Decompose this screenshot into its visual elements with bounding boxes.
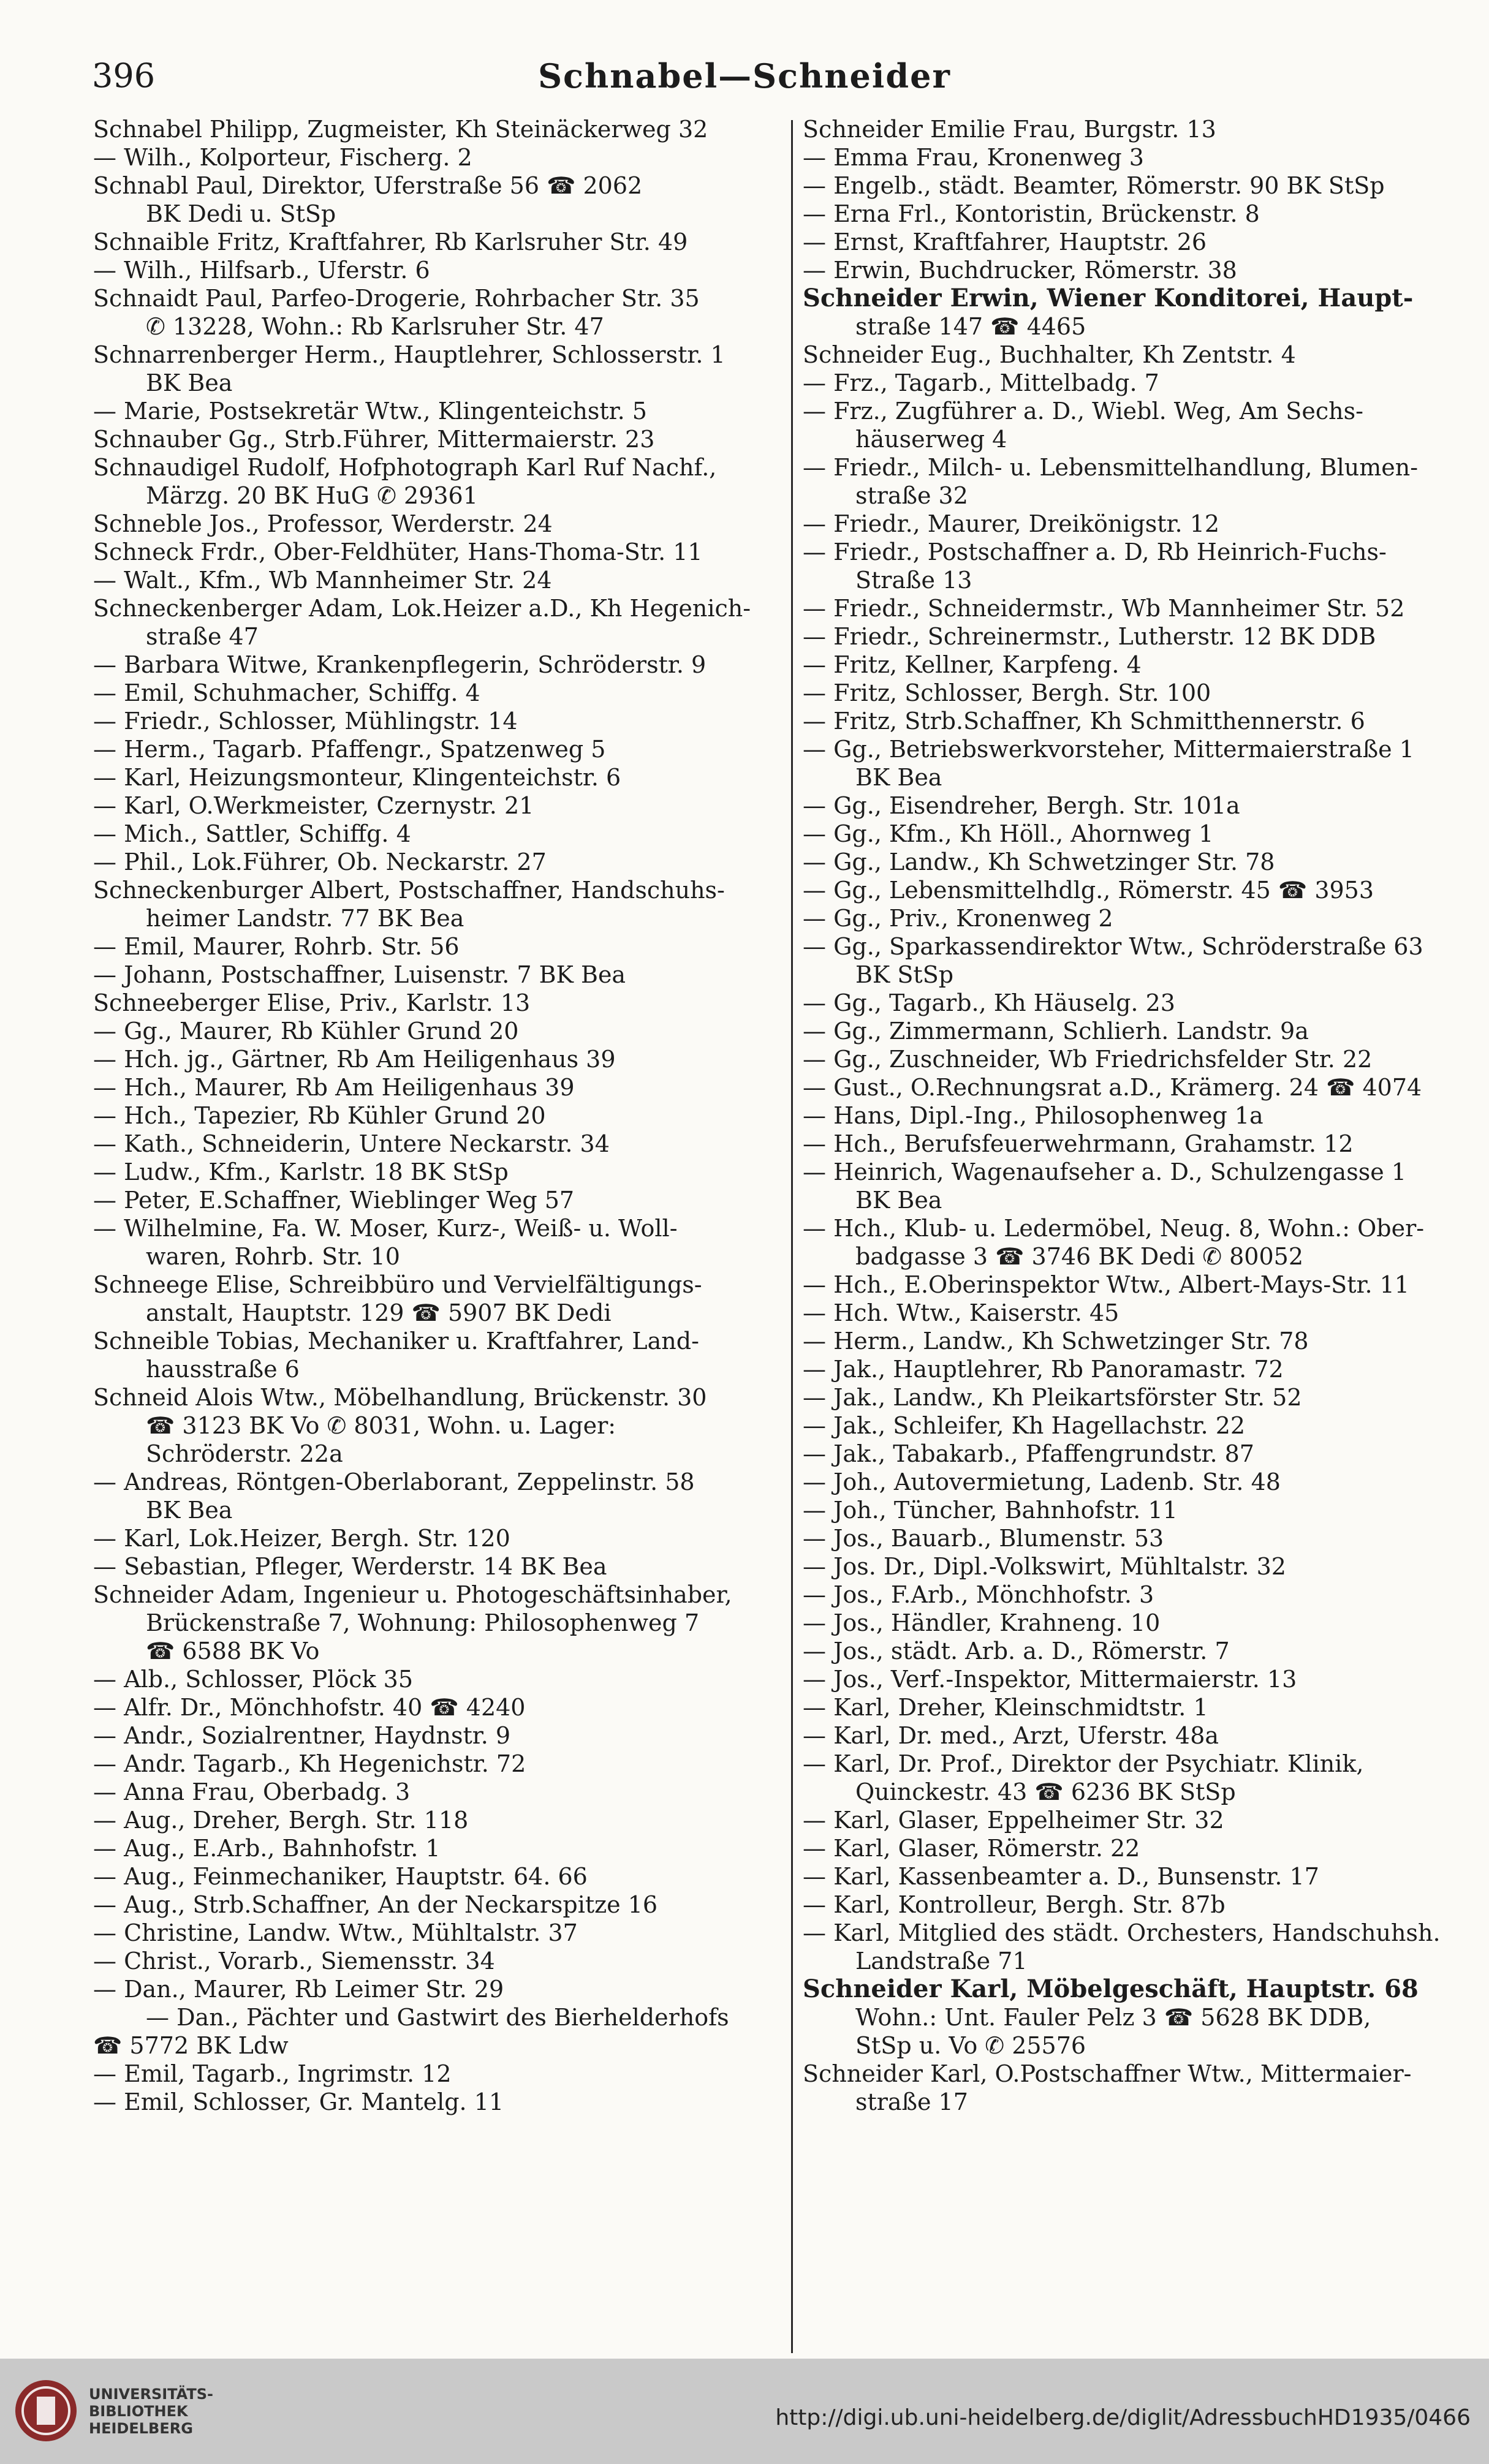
- page-header: [0, 44, 1489, 111]
- directory-entry: heimer Landstr. 77 BK Bea: [146, 905, 464, 932]
- directory-entry: — Jak., Tabakarb., Pfaffengrundstr. 87: [803, 1440, 1254, 1467]
- directory-entry: — Ernst, Kraftfahrer, Hauptstr. 26: [803, 229, 1207, 255]
- directory-entry: — Johann, Postschaffner, Luisenstr. 7 BK Bea: [93, 961, 626, 988]
- directory-entry: — Andreas, Röntgen-Oberlaborant, Zeppelinstr. 58: [93, 1468, 695, 1495]
- directory-entry: — Dan., Pächter und Gastwirt des Bierhelderhofs: [146, 2004, 729, 2031]
- directory-entry: — Jak., Landw., Kh Pleikartsförster Str. 52: [803, 1384, 1302, 1411]
- directory-entry: — Wilh., Hilfsarb., Uferstr. 6: [93, 257, 430, 284]
- directory-entry: — Gg., Zimmermann, Schlierh. Landstr. 9a: [803, 1018, 1309, 1045]
- directory-entry: — Gg., Kfm., Kh Höll., Ahornweg 1: [803, 820, 1214, 847]
- directory-entry: straße 147 ☎ 4465: [855, 313, 1086, 340]
- directory-entry: — Emil, Tagarb., Ingrimstr. 12: [93, 2060, 452, 2087]
- directory-entry: — Jos., F.Arb., Mönchhofstr. 3: [803, 1581, 1154, 1608]
- left-column: [93, 115, 779, 2116]
- directory-entry: Schneible Tobias, Mechaniker u. Kraftfahrer, Land-: [93, 1328, 699, 1355]
- library-line-2: BIBLIOTHEK: [89, 2403, 188, 2420]
- directory-entry: — Emil, Schuhmacher, Schiffg. 4: [93, 679, 480, 706]
- directory-entry: — Jak., Hauptlehrer, Rb Panoramastr. 72: [803, 1356, 1284, 1383]
- directory-entry: ☎ 3123 BK Vo ✆ 8031, Wohn. u. Lager:: [146, 1412, 616, 1439]
- directory-entry: — Wilh., Kolporteur, Fischerg. 2: [93, 144, 472, 171]
- directory-entry: — Gg., Eisendreher, Bergh. Str. 101a: [803, 792, 1240, 819]
- directory-entry: — Alfr. Dr., Mönchhofstr. 40 ☎ 4240: [93, 1694, 526, 1721]
- directory-entry: — Aug., Dreher, Bergh. Str. 118: [93, 1807, 469, 1834]
- directory-entry: häuserweg 4: [855, 426, 1007, 453]
- directory-entry: — Marie, Postsekretär Wtw., Klingenteichstr. 5: [93, 398, 647, 425]
- directory-entry: — Christine, Landw. Wtw., Mühltalstr. 37: [93, 1919, 578, 1946]
- directory-entry: — Walt., Kfm., Wb Mannheimer Str. 24: [93, 567, 552, 594]
- library-name: [89, 2386, 213, 2437]
- directory-entry: — Karl, Glaser, Römerstr. 22: [803, 1835, 1140, 1862]
- directory-entry: Schneckenburger Albert, Postschaffner, Handschuhs-: [93, 877, 725, 904]
- directory-entry: — Barbara Witwe, Krankenpflegerin, Schröderstr. 9: [93, 651, 707, 678]
- directory-entry: — Anna Frau, Oberbadg. 3: [93, 1778, 411, 1805]
- directory-entry: Landstraße 71: [855, 1948, 1028, 1975]
- directory-entry: StSp u. Vo ✆ 25576: [855, 2032, 1086, 2059]
- directory-entry: Schnaidt Paul, Parfeo-Drogerie, Rohrbacher Str. 35: [93, 285, 700, 312]
- directory-entry: ☎ 6588 BK Vo: [146, 1638, 320, 1665]
- page-title: Schnabel—Schneider: [538, 56, 951, 96]
- directory-entry: — Jos., Verf.-Inspektor, Mittermaierstr. 13: [803, 1666, 1297, 1693]
- directory-entry: waren, Rohrb. Str. 10: [146, 1243, 400, 1270]
- directory-entry: — Dan., Maurer, Rb Leimer Str. 29: [93, 1976, 504, 2003]
- directory-entry: — Andr., Sozialrentner, Haydnstr. 9: [93, 1722, 511, 1749]
- directory-entry: — Karl, Glaser, Eppelheimer Str. 32: [803, 1807, 1224, 1834]
- directory-entry: — Karl, O.Werkmeister, Czernystr. 21: [93, 792, 534, 819]
- directory-entry: — Herm., Landw., Kh Schwetzinger Str. 78: [803, 1328, 1309, 1355]
- directory-entry: — Aug., Strb.Schaffner, An der Neckarspitze 16: [93, 1891, 658, 1918]
- directory-entry: — Gg., Sparkassendirektor Wtw., Schröderstraße 63: [803, 933, 1423, 960]
- directory-entry: straße 32: [855, 482, 968, 509]
- directory-entry: — Karl, Dr. med., Arzt, Uferstr. 48a: [803, 1722, 1219, 1749]
- directory-entry: Schneider Adam, Ingenieur u. Photogeschäftsinhaber,: [93, 1581, 732, 1608]
- directory-entry: ☎ 5772 BK Ldw: [93, 2032, 289, 2059]
- directory-entry: — Erwin, Buchdrucker, Römerstr. 38: [803, 257, 1237, 284]
- directory-entry: Schnauber Gg., Strb.Führer, Mittermaierstr. 23: [93, 426, 655, 453]
- directory-entry: — Alb., Schlosser, Plöck 35: [93, 1666, 414, 1693]
- directory-entry: straße 47: [146, 623, 259, 650]
- directory-entry: — Hch. jg., Gärtner, Rb Am Heiligenhaus 39: [93, 1046, 616, 1073]
- directory-entry: Märzg. 20 BK HuG ✆ 29361: [146, 482, 478, 509]
- directory-entry: Schneble Jos., Professor, Werderstr. 24: [93, 510, 553, 537]
- directory-entry: — Andr. Tagarb., Kh Hegenichstr. 72: [93, 1750, 526, 1777]
- directory-entry: — Jak., Schleifer, Kh Hagellachstr. 22: [803, 1412, 1246, 1439]
- directory-entry: — Gg., Tagarb., Kh Häuselg. 23: [803, 989, 1175, 1016]
- directory-entry: BK Bea: [146, 369, 233, 396]
- directory-entry: — Gg., Lebensmittelhdlg., Römerstr. 45 ☎ 3953: [803, 877, 1374, 904]
- directory-entry: — Aug., E.Arb., Bahnhofstr. 1: [93, 1835, 441, 1862]
- directory-entry: Wohn.: Unt. Fauler Pelz 3 ☎ 5628 BK DDB,: [855, 2004, 1371, 2031]
- directory-entry: Schröderstr. 22a: [146, 1440, 343, 1467]
- directory-entry: — Phil., Lok.Führer, Ob. Neckarstr. 27: [93, 848, 547, 875]
- directory-entry: — Friedr., Schneidermstr., Wb Mannheimer Str. 52: [803, 595, 1405, 622]
- footer-bar: [0, 2359, 1489, 2464]
- directory-entry: Schneege Elise, Schreibbüro und Vervielfältigungs-: [93, 1271, 702, 1298]
- directory-entry: — Ludw., Kfm., Karlstr. 18 BK StSp: [93, 1158, 509, 1185]
- directory-entry: — Kath., Schneiderin, Untere Neckarstr. 34: [93, 1130, 610, 1157]
- directory-entry: — Joh., Autovermietung, Ladenb. Str. 48: [803, 1468, 1281, 1495]
- directory-entry: — Karl, Heizungsmonteur, Klingenteichstr. 6: [93, 764, 621, 791]
- directory-entry: — Karl, Kassenbeamter a. D., Bunsenstr. 17: [803, 1863, 1319, 1890]
- directory-entry: straße 17: [855, 2088, 968, 2115]
- directory-entry: Schneider Karl, O.Postschaffner Wtw., Mittermaier-: [803, 2060, 1412, 2087]
- directory-entry: BK StSp: [855, 961, 954, 988]
- directory-entry: Schnaible Fritz, Kraftfahrer, Rb Karlsruher Str. 49: [93, 229, 688, 255]
- directory-entry: Schneider Eug., Buchhalter, Kh Zentstr. 4: [803, 341, 1296, 368]
- library-line-3: HEIDELBERG: [89, 2420, 193, 2437]
- directory-entry: — Karl, Dr. Prof., Direktor der Psychiatr. Klinik,: [803, 1750, 1364, 1777]
- directory-entry: — Engelb., städt. Beamter, Römerstr. 90 BK StSp: [803, 172, 1385, 199]
- directory-entry: Schneeberger Elise, Priv., Karlstr. 13: [93, 989, 531, 1016]
- directory-entry: — Gust., O.Rechnungsrat a.D., Krämerg. 24 ☎ 4074: [803, 1074, 1422, 1101]
- directory-entry: Schneid Alois Wtw., Möbelhandlung, Brückenstr. 30: [93, 1384, 707, 1411]
- directory-entry: — Karl, Kontrolleur, Bergh. Str. 87b: [803, 1891, 1226, 1918]
- directory-entry: — Hch., Klub- u. Ledermöbel, Neug. 8, Wohn.: Ober-: [803, 1215, 1425, 1242]
- directory-entry: — Karl, Dreher, Kleinschmidtstr. 1: [803, 1694, 1208, 1721]
- library-line-1: UNIVERSITÄTS-: [89, 2386, 214, 2403]
- column-divider: [791, 120, 793, 2353]
- directory-entry: Schneider Erwin, Wiener Konditorei, Haupt-: [803, 284, 1414, 312]
- directory-entry: — Jos. Dr., Dipl.-Volkswirt, Mühltalstr. 32: [803, 1553, 1286, 1580]
- directory-entry: BK Bea: [146, 1497, 233, 1524]
- directory-entry: — Emil, Schlosser, Gr. Mantelg. 11: [93, 2088, 504, 2115]
- directory-entry: Quinckestr. 43 ☎ 6236 BK StSp: [855, 1778, 1236, 1805]
- directory-entry: — Fritz, Schlosser, Bergh. Str. 100: [803, 679, 1211, 706]
- directory-entry: BK Bea: [855, 764, 942, 791]
- directory-entry: — Jos., städt. Arb. a. D., Römerstr. 7: [803, 1638, 1230, 1665]
- directory-entry: — Aug., Feinmechaniker, Hauptstr. 64. 66: [93, 1863, 588, 1890]
- directory-entry: — Wilhelmine, Fa. W. Moser, Kurz-, Weiß- u. Woll-: [93, 1215, 678, 1242]
- directory-entry: Straße 13: [855, 567, 972, 594]
- directory-entry: Schnabel Philipp, Zugmeister, Kh Steinäckerweg 32: [93, 116, 708, 143]
- directory-entry: Brückenstraße 7, Wohnung: Philosophenweg 7: [146, 1609, 700, 1636]
- directory-entry: Schneck Frdr., Ober-Feldhüter, Hans-Thoma-Str. 11: [93, 539, 703, 565]
- directory-entry: — Friedr., Milch- u. Lebensmittelhandlung, Blumen-: [803, 454, 1419, 481]
- directory-entry: — Gg., Betriebswerkvorsteher, Mittermaierstraße 1: [803, 736, 1414, 763]
- directory-entry: — Hch., E.Oberinspektor Wtw., Albert-Mays-Str. 11: [803, 1271, 1409, 1298]
- directory-entry: — Emil, Maurer, Rohrb. Str. 56: [93, 933, 460, 960]
- directory-entry: hausstraße 6: [146, 1356, 300, 1383]
- directory-entry: — Emma Frau, Kronenweg 3: [803, 144, 1144, 171]
- directory-entry: — Jos., Bauarb., Blumenstr. 53: [803, 1525, 1164, 1552]
- directory-entry: — Mich., Sattler, Schiffg. 4: [93, 820, 411, 847]
- directory-entry: — Fritz, Strb.Schaffner, Kh Schmitthennerstr. 6: [803, 708, 1365, 735]
- directory-entry: — Hch., Maurer, Rb Am Heiligenhaus 39: [93, 1074, 575, 1101]
- directory-entry: badgasse 3 ☎ 3746 BK Dedi ✆ 80052: [855, 1243, 1304, 1270]
- right-column: [803, 115, 1477, 2116]
- directory-entry: — Friedr., Postschaffner a. D, Rb Heinrich-Fuchs-: [803, 539, 1387, 565]
- directory-entry: — Hch., Berufsfeuerwehrmann, Grahamstr. 12: [803, 1130, 1354, 1157]
- directory-entry: — Christ., Vorarb., Siemensstr. 34: [93, 1948, 495, 1975]
- directory-entry: — Sebastian, Pfleger, Werderstr. 14 BK Bea: [93, 1553, 607, 1580]
- directory-entry: — Friedr., Maurer, Dreikönigstr. 12: [803, 510, 1220, 537]
- directory-entry: ✆ 13228, Wohn.: Rb Karlsruher Str. 47: [146, 313, 604, 340]
- directory-entry: — Friedr., Schreinermstr., Lutherstr. 12 BK DDB: [803, 623, 1376, 650]
- directory-entry: — Karl, Lok.Heizer, Bergh. Str. 120: [93, 1525, 510, 1552]
- directory-entry: — Hch. Wtw., Kaiserstr. 45: [803, 1299, 1120, 1326]
- directory-entry: Schnabl Paul, Direktor, Uferstraße 56 ☎ 2062: [93, 172, 643, 199]
- directory-entry: BK Bea: [855, 1187, 942, 1214]
- directory-entry: — Gg., Zuschneider, Wb Friedrichsfelder Str. 22: [803, 1046, 1373, 1073]
- directory-entry: — Friedr., Schlosser, Mühlingstr. 14: [93, 708, 518, 735]
- directory-entry: — Erna Frl., Kontoristin, Brückenstr. 8: [803, 200, 1260, 227]
- directory-entry: Schneckenberger Adam, Lok.Heizer a.D., Kh Hegenich-: [93, 595, 751, 622]
- directory-entry: — Peter, E.Schaffner, Wieblinger Weg 57: [93, 1187, 575, 1214]
- directory-entry: — Karl, Mitglied des städt. Orchesters, Handschuhsh.: [803, 1919, 1441, 1946]
- directory-entry: anstalt, Hauptstr. 129 ☎ 5907 BK Dedi: [146, 1299, 612, 1326]
- directory-entry: Schnarrenberger Herm., Hauptlehrer, Schlosserstr. 1: [93, 341, 726, 368]
- directory-entry: Schneider Emilie Frau, Burgstr. 13: [803, 116, 1216, 143]
- directory-entry: — Hch., Tapezier, Rb Kühler Grund 20: [93, 1102, 546, 1129]
- source-url-link[interactable]: http://digi.ub.uni-heidelberg.de/diglit/AdressbuchHD1935/0466: [775, 2405, 1471, 2430]
- directory-entry: Schnaudigel Rudolf, Hofphotograph Karl Ruf Nachf.,: [93, 454, 717, 481]
- directory-entry: — Joh., Tüncher, Bahnhofstr. 11: [803, 1497, 1178, 1524]
- page-number: 396: [92, 56, 156, 95]
- directory-entry: — Herm., Tagarb. Pfaffengr., Spatzenweg 5: [93, 736, 606, 763]
- directory-entry: — Hans, Dipl.-Ing., Philosophenweg 1a: [803, 1102, 1264, 1129]
- directory-entry: — Gg., Maurer, Rb Kühler Grund 20: [93, 1018, 519, 1045]
- directory-entry: — Gg., Landw., Kh Schwetzinger Str. 78: [803, 848, 1275, 875]
- directory-entry: — Gg., Priv., Kronenweg 2: [803, 905, 1113, 932]
- directory-entry: Schneider Karl, Möbelgeschäft, Hauptstr. 68: [803, 1975, 1419, 2003]
- library-logo-icon: [12, 2377, 80, 2444]
- directory-entry: BK Dedi u. StSp: [146, 200, 336, 227]
- directory-entry: — Jos., Händler, Krahneng. 10: [803, 1609, 1161, 1636]
- directory-entry: — Frz., Zugführer a. D., Wiebl. Weg, Am Sechs-: [803, 398, 1363, 425]
- directory-entry: — Heinrich, Wagenaufseher a. D., Schulzengasse 1: [803, 1158, 1406, 1185]
- directory-entry: — Fritz, Kellner, Karpfeng. 4: [803, 651, 1142, 678]
- directory-entry: — Frz., Tagarb., Mittelbadg. 7: [803, 369, 1159, 396]
